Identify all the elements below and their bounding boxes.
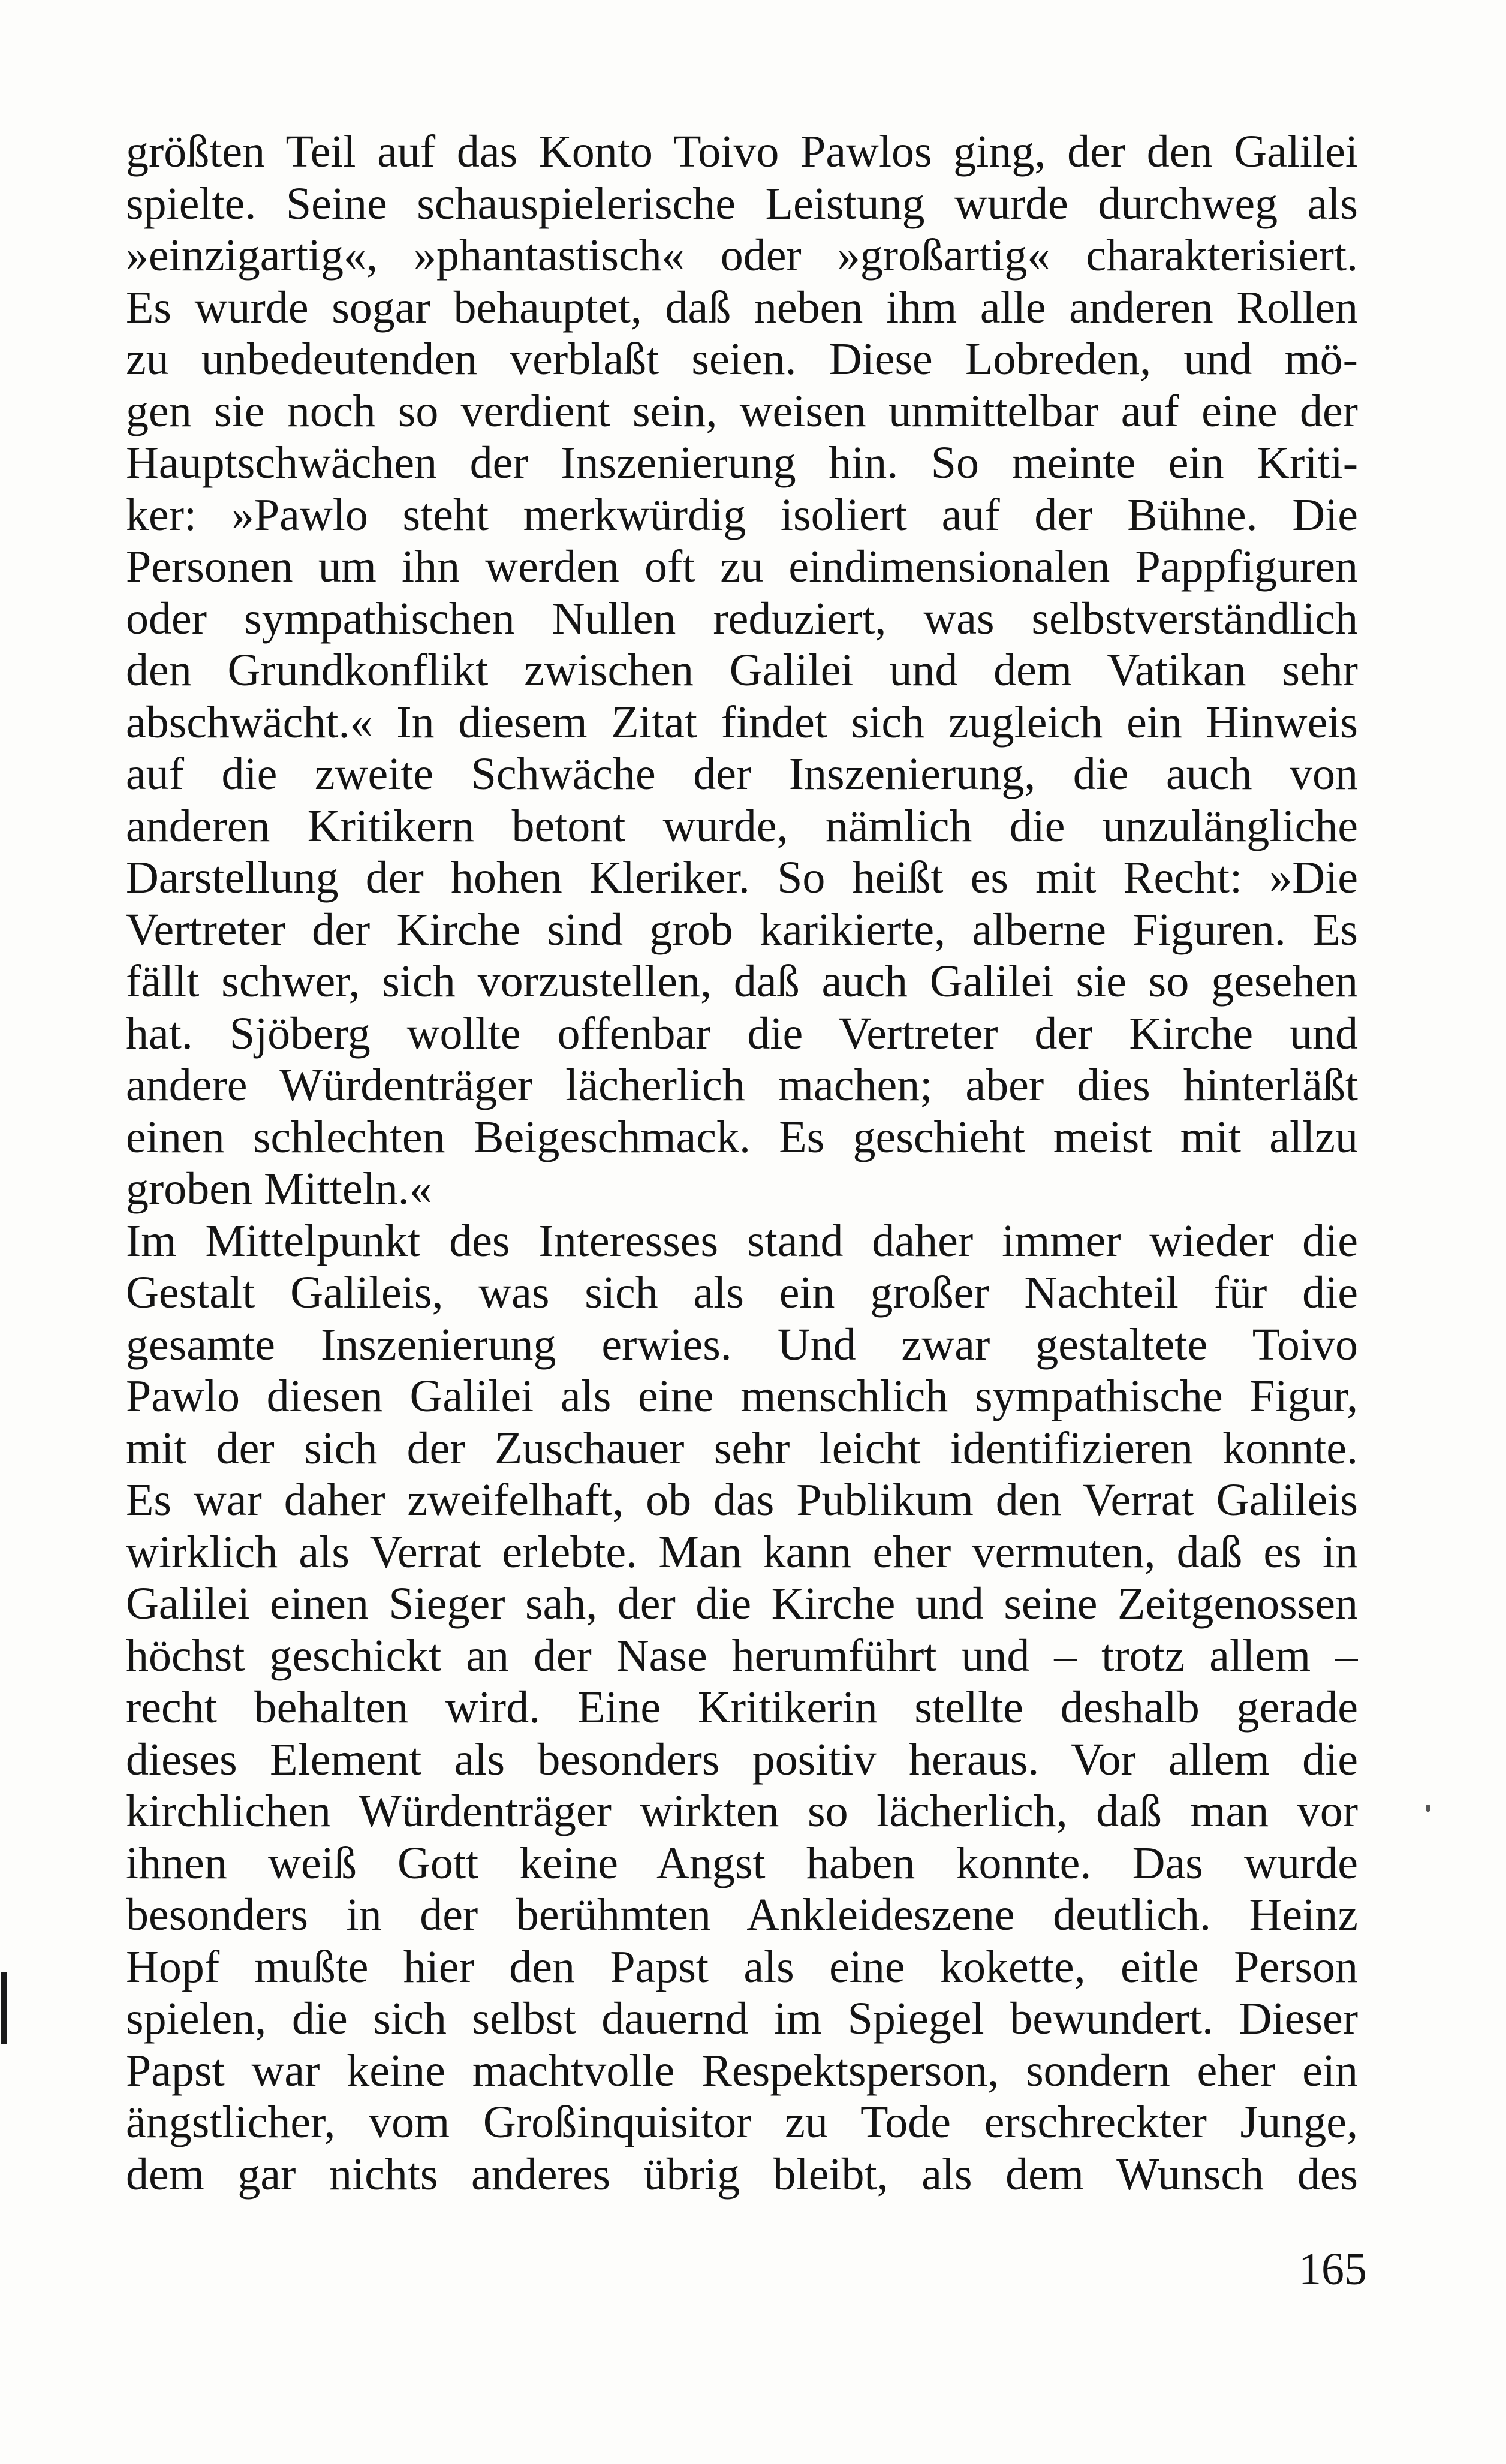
text-line: hat. Sjöberg wollte offenbar die Vertreter der Kirche und — [126, 1008, 1358, 1059]
text-line: wirklich als Verrat erlebte. Man kann eher vermuten, daß es in — [126, 1526, 1358, 1577]
text-line: Darstellung der hohen Kleriker. So heißt es mit Recht: »Die — [126, 853, 1358, 903]
text-line-paragraph-end: groben Mitteln.« — [126, 1164, 432, 1214]
text-line: dieses Element als besonders positiv heraus. Vor allem die — [126, 1734, 1358, 1785]
text-line: »einzigartig«, »phantastisch« oder »großartig« charakterisiert. — [126, 230, 1358, 281]
text-line: gesamte Inszenierung erwies. Und zwar gestaltete Toivo — [126, 1319, 1358, 1370]
text-line: oder sympathischen Nullen reduziert, was selbstverständlich — [126, 593, 1358, 644]
text-line-paragraph-start: Im Mittelpunkt des Interesses stand daher immer wieder die — [126, 1215, 1358, 1266]
text-line: einen schlechten Beigeschmack. Es geschieht meist mit allzu — [126, 1111, 1358, 1162]
text-line: dem gar nichts anderes übrig bleibt, als dem Wunsch des — [126, 2149, 1358, 2200]
scan-edge-mark — [1, 1972, 7, 2044]
text-line: ängstlicher, vom Großinquisitor zu Tode erschreckter Junge, — [126, 2097, 1358, 2147]
text-line: Hauptschwächen der Inszenierung hin. So meinte ein Kriti- — [126, 438, 1358, 488]
text-line: Personen um ihn werden oft zu eindimensionalen Pappfiguren — [126, 541, 1358, 592]
text-line: gen sie noch so verdient sein, weisen unmittelbar auf eine der — [126, 385, 1358, 436]
text-line: besonders in der berühmten Ankleideszene deutlich. Heinz — [126, 1890, 1358, 1940]
text-line: andere Würdenträger lächerlich machen; aber dies hinterläßt — [126, 1060, 1358, 1110]
text-line: ihnen weiß Gott keine Angst haben konnte. Das wurde — [126, 1838, 1358, 1888]
text-line: abschwächt.« In diesem Zitat findet sich zugleich ein Hinweis — [126, 697, 1358, 748]
text-line: spielte. Seine schauspielerische Leistung wurde durchweg als — [126, 178, 1358, 229]
text-line: mit der sich der Zuschauer sehr leicht identifizieren konnte. — [126, 1423, 1358, 1474]
text-line: größten Teil auf das Konto Toivo Pawlos ging, der den Galilei — [126, 126, 1358, 177]
text-line: Vertreter der Kirche sind grob karikierte, alberne Figuren. Es — [126, 904, 1358, 955]
page-number: 165 — [1299, 2244, 1367, 2294]
text-line: Papst war keine machtvolle Respektsperson, sondern eher ein — [126, 2045, 1358, 2096]
text-line: kirchlichen Würdenträger wirkten so lächerlich, daß man vor — [126, 1786, 1358, 1836]
text-line: recht behalten wird. Eine Kritikerin stellte deshalb gerade — [126, 1682, 1358, 1733]
scan-speck — [1426, 1805, 1430, 1812]
text-line: auf die zweite Schwäche der Inszenierung, die auch von — [126, 749, 1358, 799]
text-line: fällt schwer, sich vorzustellen, daß auch Galilei sie so gesehen — [126, 956, 1358, 1007]
text-line: Es wurde sogar behauptet, daß neben ihm alle anderen Rollen — [126, 282, 1358, 333]
text-line: Pawlo diesen Galilei als eine menschlich sympathische Figur, — [126, 1371, 1358, 1421]
text-line: den Grundkonflikt zwischen Galilei und dem Vatikan sehr — [126, 645, 1358, 695]
text-line: Galilei einen Sieger sah, der die Kirche und seine Zeitgenossen — [126, 1579, 1358, 1629]
text-line: Es war daher zweifelhaft, ob das Publikum den Verrat Galileis — [126, 1475, 1358, 1525]
text-line: höchst geschickt an der Nase herumführt und – trotz allem – — [126, 1630, 1358, 1681]
text-line: spielen, die sich selbst dauernd im Spiegel bewundert. Dieser — [126, 1993, 1358, 2044]
text-line: anderen Kritikern betont wurde, nämlich die unzulängliche — [126, 800, 1358, 851]
body-text — [126, 126, 1358, 2200]
text-line: ker: »Pawlo steht merkwürdig isoliert auf der Bühne. Die — [126, 489, 1358, 540]
text-line: Gestalt Galileis, was sich als ein großer Nachteil für die — [126, 1267, 1358, 1318]
text-line: Hopf mußte hier den Papst als eine kokette, eitle Person — [126, 1941, 1358, 1992]
text-line: zu unbedeutenden verblaßt seien. Diese Lobreden, und mö- — [126, 334, 1358, 384]
